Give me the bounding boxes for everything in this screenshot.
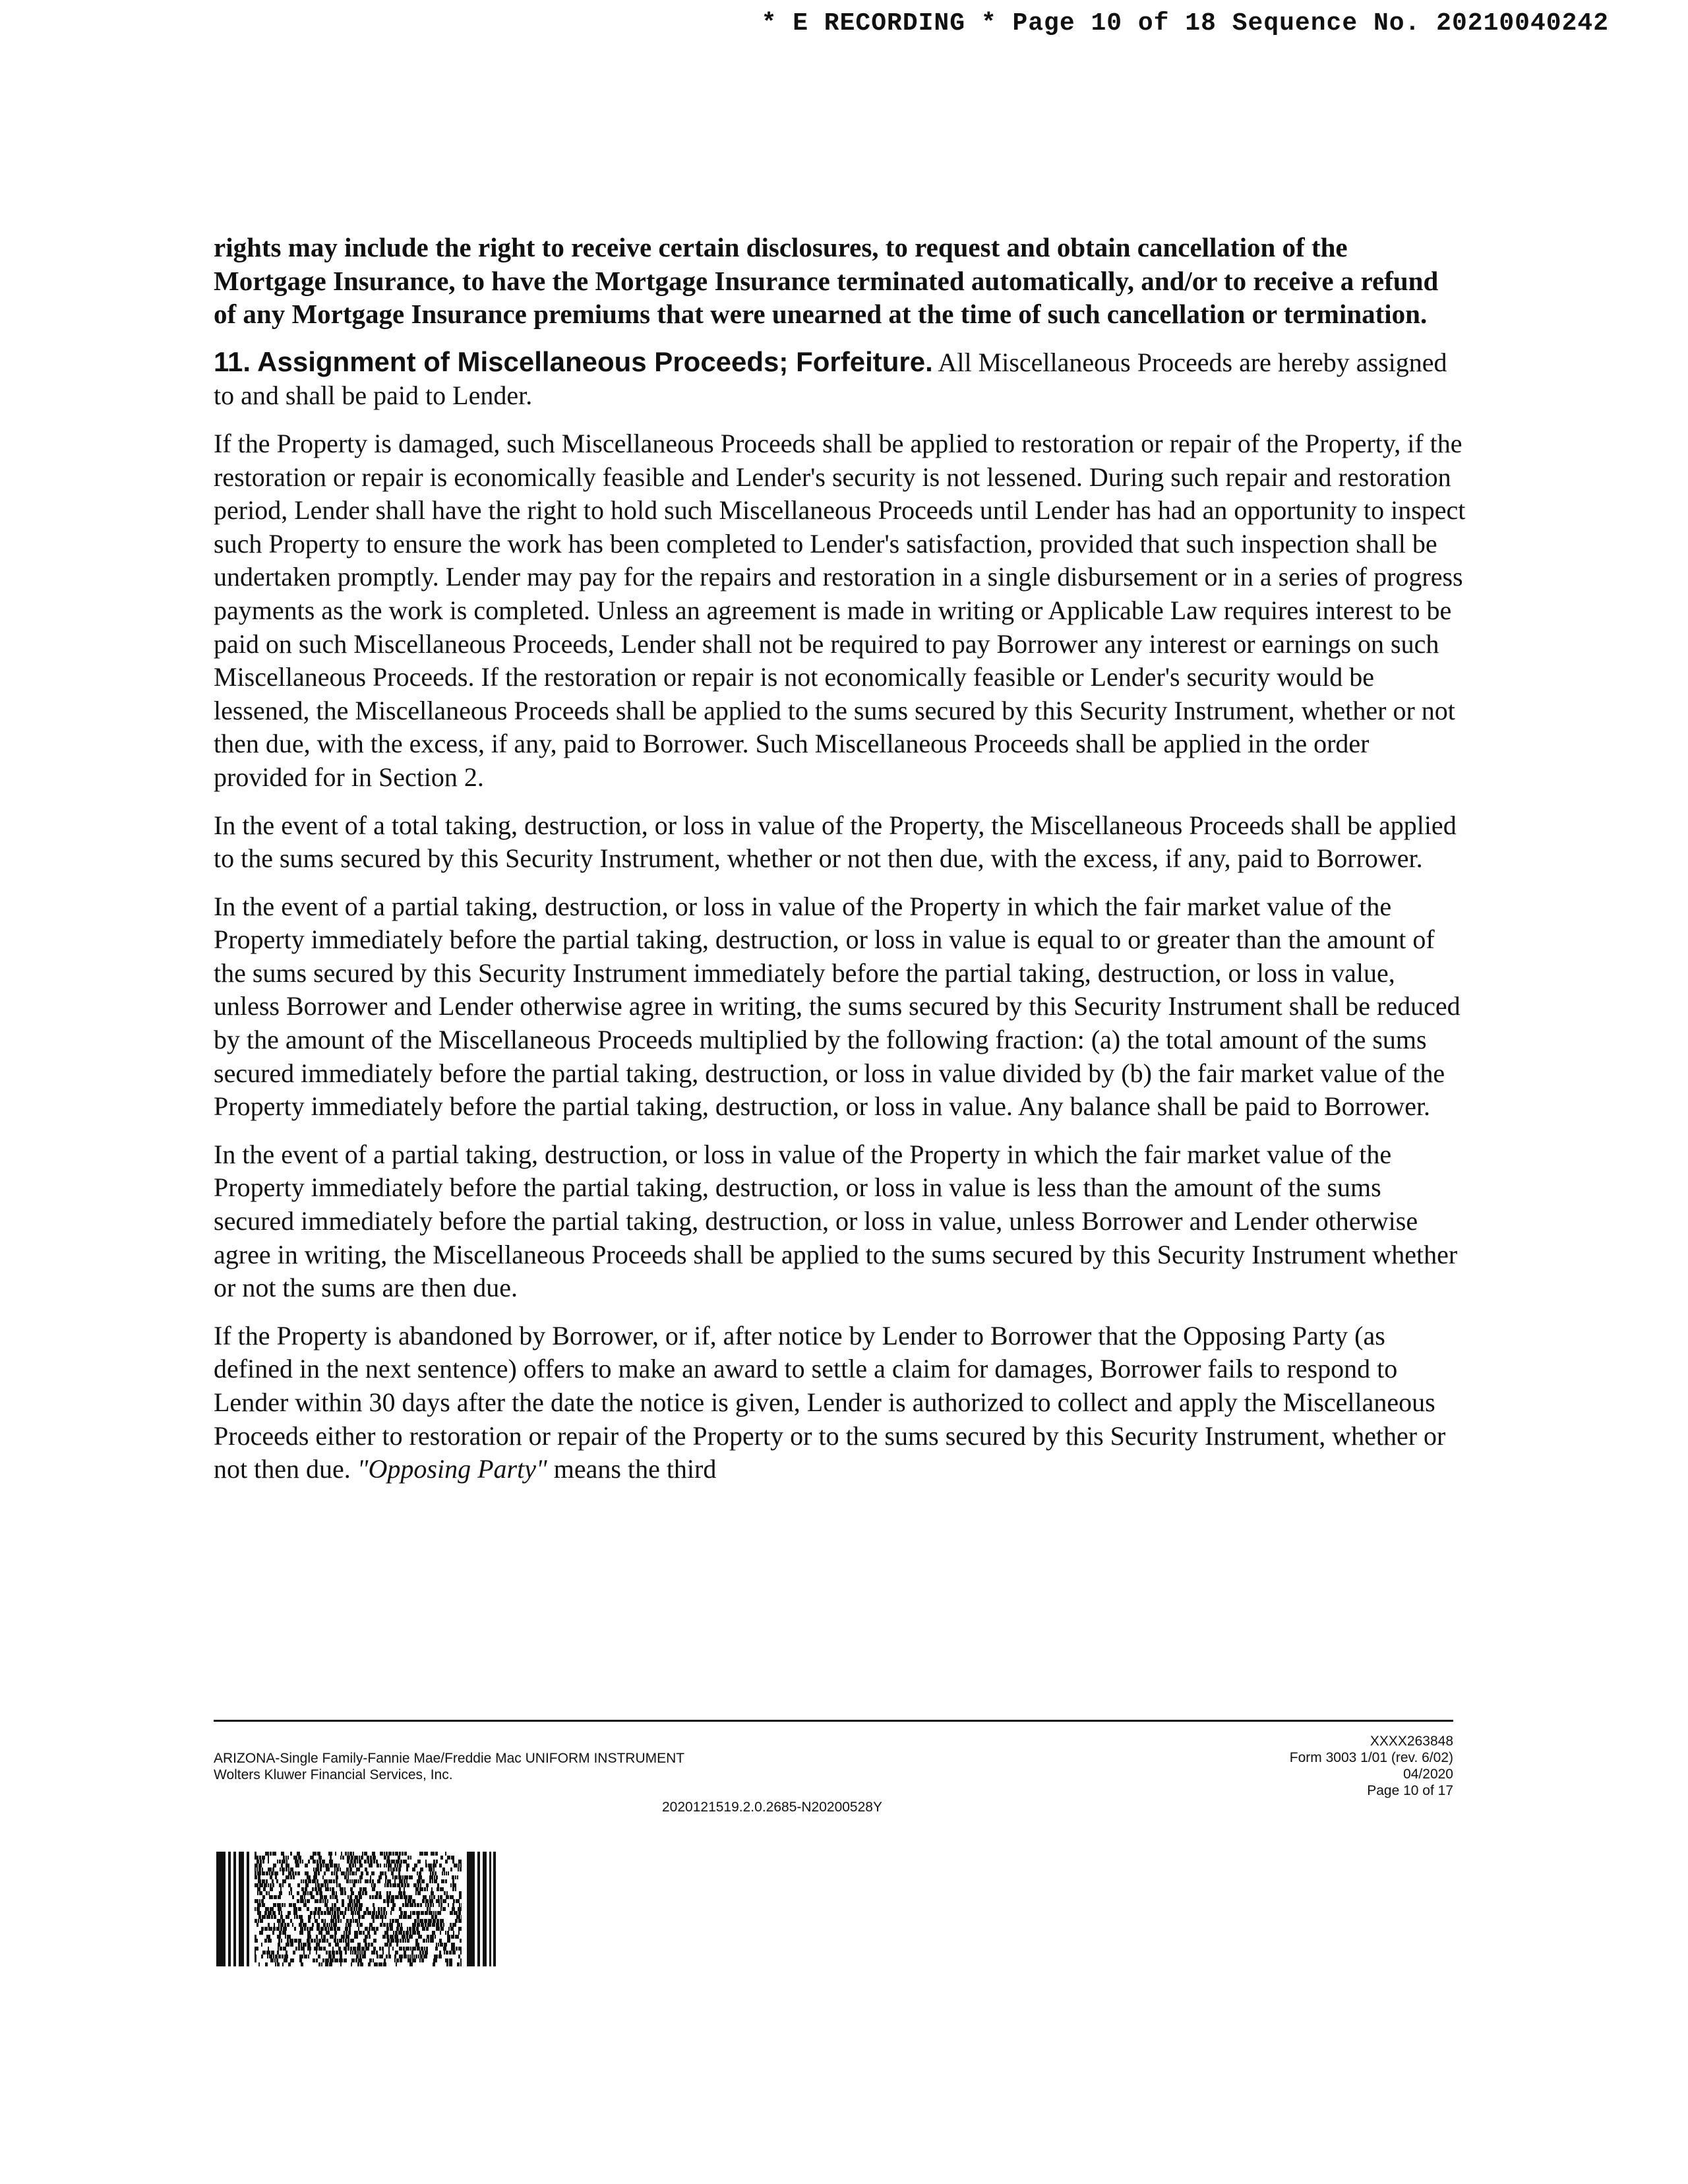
form-date: 04/2020 <box>1403 1767 1453 1782</box>
form-number: Form 3003 1/01 (rev. 6/02) <box>1289 1750 1453 1765</box>
recording-header: * E RECORDING * Page 10 of 18 Sequence No. 20210040242 <box>761 9 1609 38</box>
loan-number: XXXX263848 <box>1370 1734 1453 1749</box>
intro-paragraph: rights may include the right to receive certain disclosures, to request and obtain cancellation of the Mortgage Insurance, to have the Mortgage Insurance terminated automatically, and/or to receive a refund of any Mortgage Insurance premiums that were unearned at the time of such cancellation or termination. <box>214 232 1439 330</box>
section-11-paragraph <box>214 346 1466 413</box>
document-code: 2020121519.2.0.2685-N20200528Y <box>662 1800 882 1815</box>
paragraph-total-taking: In the event of a total taking, destruction, or loss in value of the Property, the Miscellaneous Proceeds shall be applied to the sums secured by this Security Instrument, whether or not then due, with the excess, if any, paid to Borrower. <box>214 810 1457 874</box>
paragraph-damage-restoration: If the Property is damaged, such Miscellaneous Proceeds shall be applied to restoration or repair of the Property, if the restoration or repair is economically feasible and Lender's security is not lessened. During such repair and restoration period, Lender shall have the right to hold such Miscellaneous Proceeds until Lender has had an opportunity to inspect such Property to ensure the work has been completed to Lender's satisfaction, provided that such inspection shall be undertaken promptly. Lender may pay for the repairs and restoration in a single disbursement or in a series of progress payments as the work is completed. Unless an agreement is made in writing or Applicable Law requires interest to be paid on such Miscellaneous Proceeds, Lender shall not be required to pay Borrower any interest or earnings on such Miscellaneous Proceeds. If the restoration or repair is not economically feasible or Lender's security would be lessened, the Miscellaneous Proceeds shall be applied to the sums secured by this Security Instrument, whether or not then due, with the excess, if any, paid to Borrower. Such Miscellaneous Proceeds shall be applied in the order provided for in Section 2. <box>214 428 1466 792</box>
paragraph-partial-taking-equal-greater: In the event of a partial taking, destruction, or loss in value of the Property in which the fair market value of the Property immediately before the partial taking, destruction, or loss in value is equal to or greater than the amount of the sums secured by this Security Instrument immediately before the partial taking, destruction, or loss in value, unless Borrower and Lender otherwise agree in writing, the sums secured by this Security Instrument shall be reduced by the amount of the Miscellaneous Proceeds multiplied by the following fraction: (a) the total amount of the sums secured immediately before the partial taking, destruction, or loss in value divided by (b) the fair market value of the Property immediately before the partial taking, destruction, or loss in value. Any balance shall be paid to Borrower. <box>214 891 1461 1122</box>
publisher-name: Wolters Kluwer Financial Services, Inc. <box>214 1767 453 1782</box>
footer <box>214 1726 1453 1815</box>
section-11-heading: 11. Assignment of Miscellaneous Proceeds; Forfeiture. <box>214 346 933 377</box>
form-title: ARIZONA-Single Family-Fannie Mae/Freddie Mac UNIFORM INSTRUMENT <box>214 1751 685 1766</box>
barcode-icon <box>216 1852 496 1966</box>
footer-left-block <box>214 1750 684 1783</box>
paragraph-partial-taking-less: In the event of a partial taking, destruction, or loss in value of the Property in which the fair market value of the Property immediately before the partial taking, destruction, or loss in value is less than the amount of the sums secured immediately before the partial taking, destruction, or loss in value, unless Borrower and Lender otherwise agree in writing, the Miscellaneous Proceeds shall be applied to the sums secured by this Security Instrument whether or not the sums are then due. <box>214 1139 1458 1303</box>
abandonment-text: If the Property is abandoned by Borrower, or if, after notice by Lender to Borrower that the Opposing Party (as defined in the next sentence) offers to make an award to settle a claim for damages, Borrower fails to respond to Lender within 30 days after the date the notice is given, Lender is authorized to collect and apply the Miscellaneous Proceeds either to restoration or repair of the Property or to the sums secured by this Security Instrument, whether or not then due. <box>214 1320 1446 1484</box>
page-number: Page 10 of 17 <box>1367 1783 1453 1798</box>
opposing-party-term: "Opposing Party" <box>357 1454 547 1484</box>
document-body <box>214 231 1466 1501</box>
abandonment-continuation: means the third <box>553 1454 717 1484</box>
section-11-lead-text: All Miscellaneous Proceeds are hereby assigned to and shall be paid to Lender. <box>214 347 1447 411</box>
footer-right-block <box>1290 1733 1453 1799</box>
paragraph-abandonment <box>214 1320 1466 1486</box>
footer-divider <box>214 1720 1453 1722</box>
